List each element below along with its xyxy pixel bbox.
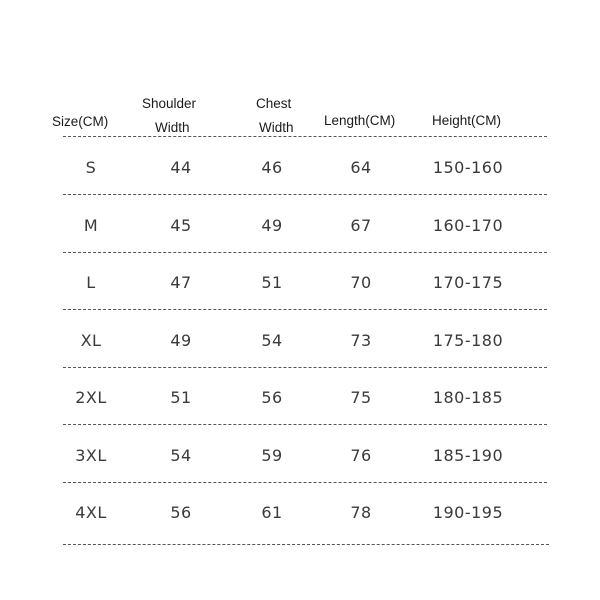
cell-size: 3XL <box>75 446 107 465</box>
cell-size: S <box>85 158 97 177</box>
cell-chest: 56 <box>261 388 283 407</box>
header-shoulder-line1: Shoulder <box>142 96 197 111</box>
cell-shoulder: 54 <box>170 446 192 465</box>
table-header <box>0 0 600 136</box>
row-divider <box>63 194 547 195</box>
row-divider <box>63 482 547 483</box>
cell-size: 4XL <box>75 503 107 522</box>
row-divider <box>63 424 547 425</box>
header-size-label: Size(CM) <box>52 114 109 129</box>
row-divider <box>63 544 549 545</box>
cell-length: 70 <box>350 273 372 292</box>
cell-size: 2XL <box>75 388 107 407</box>
cell-shoulder: 47 <box>170 273 192 292</box>
cell-chest: 49 <box>261 216 283 235</box>
row-divider <box>63 309 547 310</box>
cell-height: 185-190 <box>432 446 504 465</box>
cell-chest: 54 <box>261 331 283 350</box>
cell-height: 190-195 <box>432 503 504 522</box>
cell-shoulder: 49 <box>170 331 192 350</box>
cell-size: L <box>86 273 96 292</box>
cell-length: 73 <box>350 331 372 350</box>
cell-height: 175-180 <box>432 331 504 350</box>
cell-height: 180-185 <box>432 388 504 407</box>
cell-shoulder: 51 <box>170 388 192 407</box>
header-chest-line2: Width <box>259 120 294 135</box>
header-length-label: Length(CM) <box>324 113 396 128</box>
row-divider <box>63 367 547 368</box>
cell-shoulder: 44 <box>170 158 192 177</box>
cell-height: 160-170 <box>432 216 504 235</box>
cell-shoulder: 56 <box>170 503 192 522</box>
cell-chest: 59 <box>261 446 283 465</box>
header-shoulder-line2: Width <box>155 120 190 135</box>
cell-chest: 46 <box>261 158 283 177</box>
cell-height: 150-160 <box>432 158 504 177</box>
cell-length: 78 <box>350 503 372 522</box>
cell-length: 67 <box>350 216 372 235</box>
cell-size: M <box>83 216 99 235</box>
cell-length: 64 <box>350 158 372 177</box>
cell-length: 76 <box>350 446 372 465</box>
cell-height: 170-175 <box>432 273 504 292</box>
row-divider <box>63 252 547 253</box>
header-chest-line1: Chest <box>256 96 292 111</box>
cell-size: XL <box>80 331 102 350</box>
cell-length: 75 <box>350 388 372 407</box>
header-divider <box>63 136 547 137</box>
cell-shoulder: 45 <box>170 216 192 235</box>
cell-chest: 51 <box>261 273 283 292</box>
header-height-label: Height(CM) <box>432 113 502 128</box>
cell-chest: 61 <box>261 503 283 522</box>
